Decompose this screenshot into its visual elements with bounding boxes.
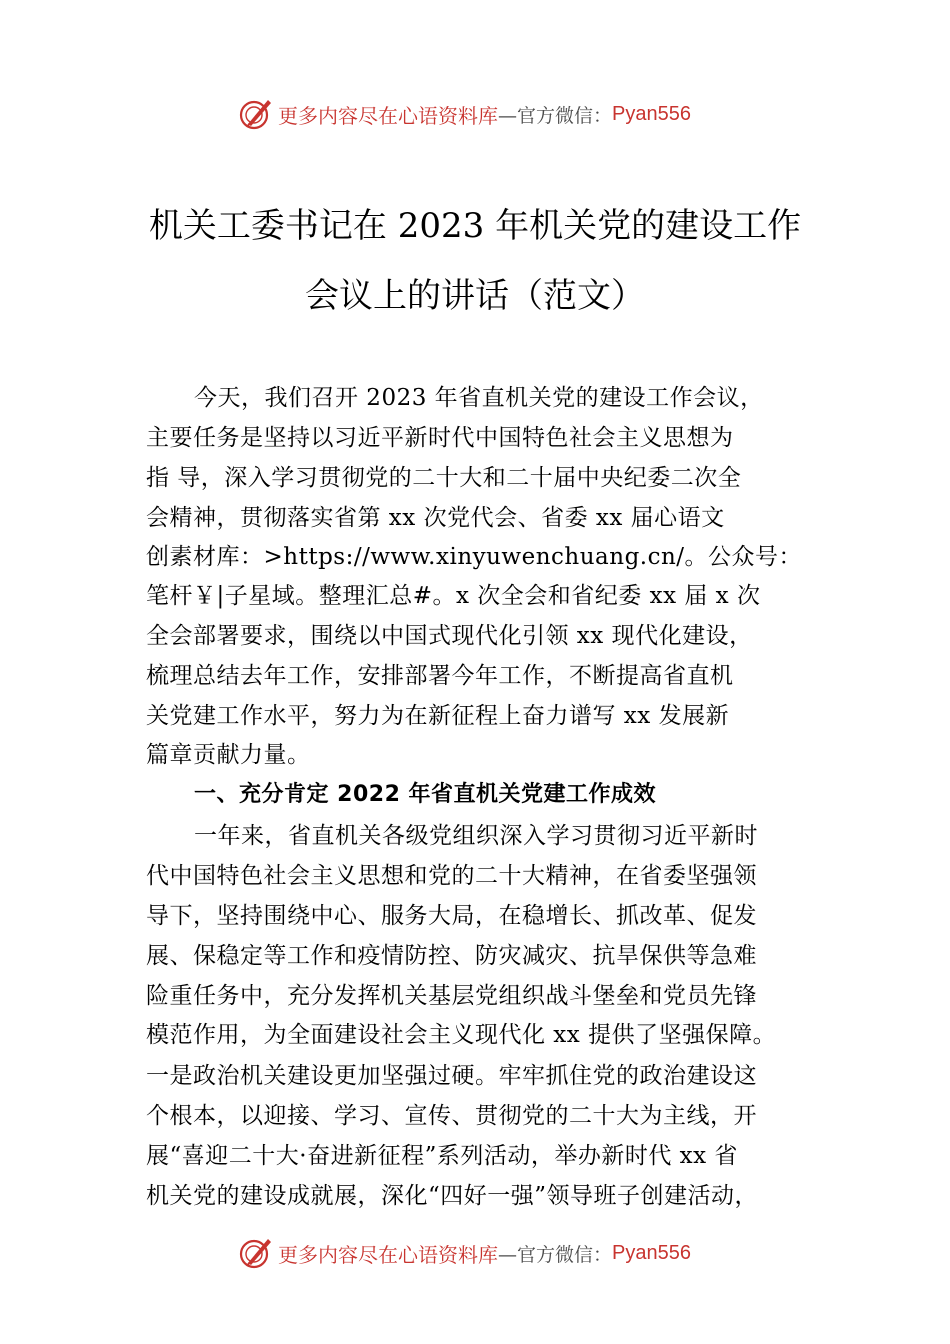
section-heading: 一、充分肯定 2022 年省直机关党建工作成效 [194, 782, 657, 807]
paragraph-line: 主要任务是坚持以习近平新时代中国特色社会主义思想为 [146, 425, 734, 451]
paragraph-line: 篇章贡献力量。 [146, 742, 311, 768]
banner-sub-text: —官方微信： [498, 1243, 613, 1266]
paragraph-line: 展“喜迎二十大·奋进新征程”系列活动，举办新时代 xx 省 [146, 1143, 738, 1169]
paragraph-line: 会精神，贯彻落实省第 xx 次党代会、省委 xx 届心语文 [146, 505, 725, 531]
document-title-line-1: 机关工委书记在 2023 年机关党的建设工作 [148, 206, 802, 246]
quill-logo-icon [238, 96, 274, 132]
banner-main-text: 更多内容尽在心语资料库 [278, 1242, 498, 1267]
quill-logo-icon [238, 1235, 274, 1271]
paragraph-line: 笔杆￥|子星域。整理汇总#。x 次全会和省纪委 xx 届 x 次 [146, 583, 761, 609]
banner-wechat-id: Pyan556 [612, 1241, 691, 1264]
paragraph-line: 今天，我们召开 2023 年省直机关党的建设工作会议， [194, 385, 764, 411]
header-watermark-banner [238, 94, 691, 134]
paragraph-line: 展、保稳定等工作和疫情防控、防灾减灾、抗旱保供等急难 [146, 943, 757, 969]
paragraph-line: 代中国特色社会主义思想和党的二十大精神，在省委坚强领 [146, 863, 757, 889]
paragraph-line: 指 导，深入学习贯彻党的二十大和二十届中央纪委二次全 [146, 465, 742, 491]
paragraph-line: 机关党的建设成就展，深化“四好一强”领导班子创建活动， [146, 1183, 759, 1209]
footer-watermark-banner [238, 1233, 691, 1273]
paragraph-line: 模范作用，为全面建设社会主义现代化 xx 提供了坚强保障。 [146, 1022, 777, 1048]
banner-main-text: 更多内容尽在心语资料库 [278, 103, 498, 128]
paragraph-line: 导下，坚持围绕中心、服务大局，在稳增长、抓改革、促发 [146, 903, 757, 929]
paragraph-line: 创素材库：>https://www.xinyuwenchuang.cn/。公众号： [146, 544, 803, 570]
banner-sub-text: —官方微信： [498, 104, 613, 127]
paragraph-line: 梳理总结去年工作，安排部署今年工作，不断提高省直机 [146, 663, 734, 689]
banner-wechat-id: Pyan556 [612, 102, 691, 125]
paragraph-line: 个根本，以迎接、学习、宣传、贯彻党的二十大为主线，开 [146, 1103, 757, 1129]
paragraph-line: 一是政治机关建设更加坚强过硬。牢牢抓住党的政治建设这 [146, 1063, 757, 1089]
paragraph-line: 一年来，省直机关各级党组织深入学习贯彻习近平新时 [194, 823, 758, 849]
paragraph-line: 关党建工作水平，努力为在新征程上奋力谱写 xx 发展新 [146, 703, 730, 729]
paragraph-line: 全会部署要求，围绕以中国式现代化引领 xx 现代化建设， [146, 623, 753, 649]
document-title-line-2: 会议上的讲话（范文） [305, 276, 645, 316]
paragraph-line: 险重任务中，充分发挥机关基层党组织战斗堡垒和党员先锋 [146, 983, 757, 1009]
